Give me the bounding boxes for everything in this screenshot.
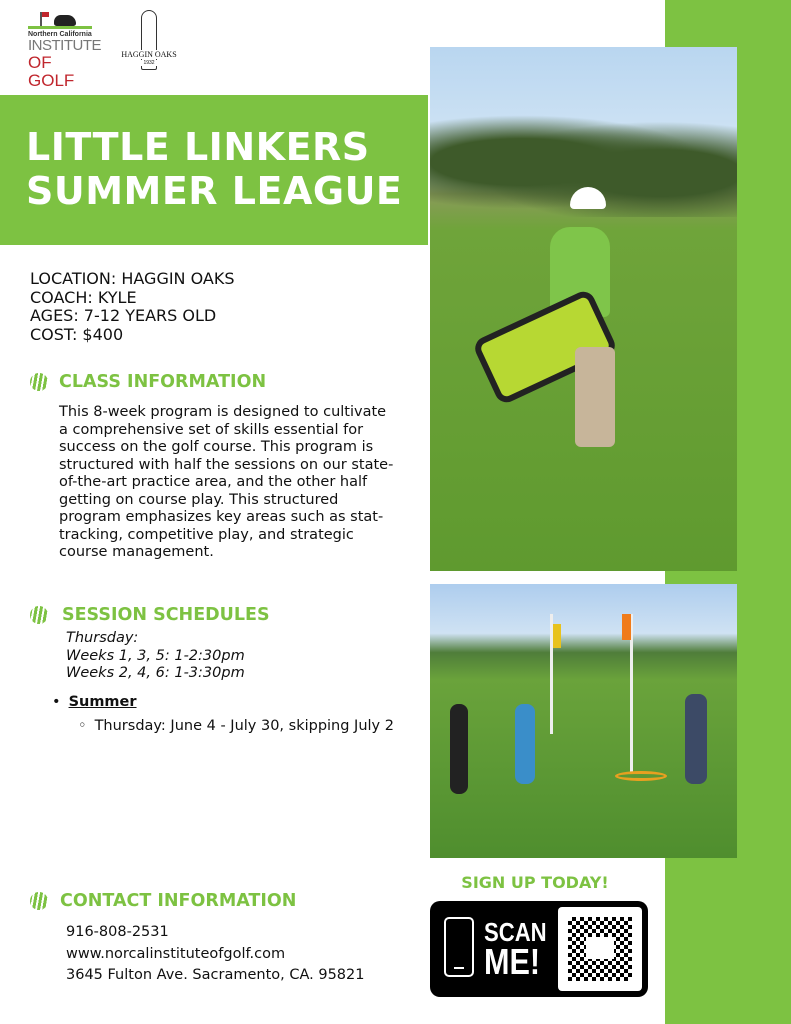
title-line-1: LITTLE LINKERS — [26, 125, 370, 169]
schedule-times: Thursday: Weeks 1, 3, 5: 1-2:30pm Weeks 2, 4, 6: 1-3:30pm — [66, 630, 245, 681]
program-details: LOCATION: HAGGIN OAKS COACH: KYLE AGES: 7-12 YEARS OLD COST: $400 — [30, 269, 235, 344]
website-link[interactable]: www.norcalinstituteofgolf.com — [66, 945, 286, 962]
golf-ball-icon — [30, 606, 48, 624]
qr-code[interactable] — [558, 907, 642, 991]
address: 3645 Fulton Ave. Sacramento, CA. 95821 — [66, 967, 365, 983]
golf-ball-icon — [30, 373, 48, 391]
season-list: • Summer ◦ Thursday: June 4 - July 30, skipping July 2 — [52, 694, 394, 734]
class-info-heading: CLASS INFORMATION — [30, 372, 266, 392]
photo-kids-putting-green — [430, 584, 737, 858]
contact-heading: CONTACT INFORMATION — [30, 891, 296, 911]
title-line-2: SUMMER LEAGUE — [26, 169, 403, 213]
phone-icon — [444, 917, 474, 977]
nci-logo: Northern California INSTITUTE OF GOLF — [28, 10, 98, 90]
golf-ball-icon — [30, 892, 48, 910]
phone: 916-808-2531 — [66, 924, 169, 940]
scan-me-qr-badge[interactable] — [430, 901, 648, 997]
schedule-heading: SESSION SCHEDULES — [30, 605, 270, 625]
bear-flag-icon — [28, 10, 98, 28]
title-banner — [0, 95, 428, 245]
sign-up-label: SIGN UP TODAY! — [461, 873, 609, 892]
haggin-oaks-logo: HAGGIN OAKS 1932 — [113, 10, 185, 85]
photo-child-carrying-golf-bag — [430, 47, 737, 571]
class-info-text: This 8-week program is designed to cultivate a comprehensive set of skills essential for success on the golf course. This program is structured with half the sessions on our state-of-the-art practice area, and the other half getting on course play. This structured program emphasizes key areas such as stat-tracking, competitive play, and strategic course management. — [59, 404, 394, 560]
scan-me-text: SCAN ME! — [484, 917, 547, 982]
contact-details — [66, 922, 364, 987]
